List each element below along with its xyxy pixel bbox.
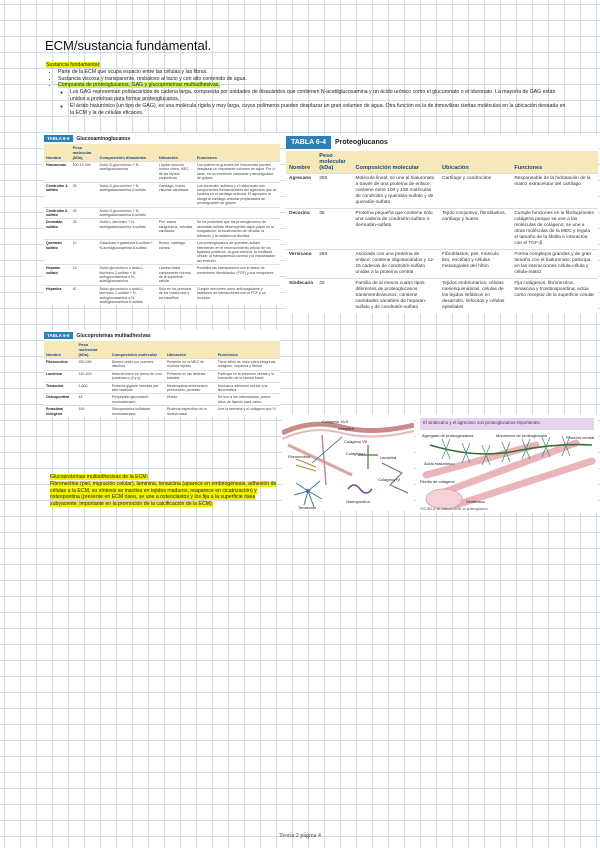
table-header-cell: Ubicación: [157, 144, 195, 162]
figure-caption: FIGURA 6-16. Estructura de un proteoglucano.: [420, 507, 489, 511]
table-cell: Heterotrímero en forma de cruz (cadenas α, β y γ): [110, 370, 165, 382]
table-cell: Dímero unido por puentes disulfuro: [110, 359, 165, 371]
table-cell: 25: [71, 207, 98, 219]
table-cell: Cumple funciones en la fibrilogénesis colágena porque se une a las moléculas de colágeno; se une a otras moléculas de la MEC y regula el tamaño de la fibrilla e interactúa con el TGF-β: [511, 209, 598, 250]
table-cell: Fibronectina: [44, 359, 76, 371]
figure-label: Osteopontina: [346, 499, 370, 504]
table-cell: Cumple funciones como anticoagulante y facilitador de interacciones con el FGF y su receptor: [195, 285, 280, 305]
note-heading: Glucoproteínas multiadhesivas de la ECM:: [50, 474, 149, 480]
table-cell: Participa en la adhesión celular y la formación de la lámina basal: [216, 370, 280, 382]
table-cell: Condroitín 4-sulfato: [44, 182, 71, 207]
table-cell: Hueso, cartílago, córnea: [157, 240, 195, 265]
table-tag: TABLA 6-4: [286, 136, 331, 149]
table-header-cell: Nombre: [44, 341, 76, 359]
note-lead: Fibronectina (piel, migración celular), laminina, tenascina: [50, 480, 181, 487]
table-cell: Galactosa o galactosa 6-sulfato + N-acetilglucosamina 6-sulfato: [97, 240, 156, 265]
notes-section: [46, 62, 566, 116]
table-cell: Sólo en los gránulos de los mastocitos y los basófilos: [157, 285, 195, 305]
table-cell: Lámina basal, componente normal de la superficie celular: [157, 265, 195, 286]
table-row: [44, 406, 280, 417]
table-cell: 25: [71, 182, 98, 207]
table-cell: 38: [316, 209, 352, 250]
table-header-cell: Composición molecular: [352, 151, 439, 174]
table-cell: Los proteoglucanos de queratán-sulfato intervienen en el reconocimiento celular de los ligandos proteicos, la guía axónica, la motilidad celular, la transparencia corneal y la implantación del embrión: [195, 240, 280, 265]
table-cell: Hueso: [165, 394, 216, 406]
table-cell: 250-280: [76, 359, 109, 371]
table-cell: Asociado con una proteína de enlace; contiene oligosacáridos y 12-15 cadenas de condroitín-sulfato unidas a la proteína central: [352, 250, 439, 279]
table-cell: 10: [71, 240, 98, 265]
table-cell: Une la laminina y el colágeno tipo IV: [216, 406, 280, 417]
table-cell: Familia de al menos cuatro tipos diferentes de proteoglucanos transmembranosos; contiene cantidades variables de heparán-sulfato y de condroitín-sulfato: [352, 279, 439, 314]
table-cell: 15: [71, 265, 98, 286]
table-cell: Forma complejos grandes y de gran tamaño con el hialuronato; participa en las interacciones célula-célula y célula-matriz: [511, 250, 598, 279]
table-header-cell: Funciones: [195, 144, 280, 162]
figure-label: Laminina: [380, 455, 397, 460]
table-cell: 1.800: [76, 382, 109, 394]
figure-label: Tenascina: [298, 505, 317, 510]
table-row: [44, 207, 280, 219]
table-row: [44, 219, 280, 240]
table-cell: Fija colágenos, fibronectina, tenascina y trombospondina; actúa como receptor de la superficie celular: [511, 279, 598, 314]
table-cell: Decorina: [286, 209, 316, 250]
table-cell: Tejidos embrionarios, células mesenquimáticas, células de los tejidos linfáticos en desarrollo, linfocitos y células epiteliales: [439, 279, 511, 314]
table-cell: 100-10.000: [71, 162, 98, 183]
table-cell: Condroitín 6-sulfato: [44, 207, 71, 219]
table-cell: Ácido glucurónico o ácido L-idurónico 2-sulfato + N-sulfoglucosamina o N-acetilglucosamina 6-sulfato: [97, 285, 156, 305]
table-cell: Posibilita las interacciones con el factor de crecimiento fibroblástico (FGF) y sus receptores: [195, 265, 280, 286]
table-cell: Presente en las láminas basales: [165, 370, 216, 382]
table-row: [44, 240, 280, 265]
table-cell: Responsable de la hidratación de la matriz extracelular del cartílago: [511, 174, 598, 209]
figure-label: Agregado de proteoglucanos: [422, 433, 474, 438]
figure-label: Monómero de proteoglucano: [496, 433, 548, 438]
table-cell: Cartílago, hueso, válvulas cardíacas: [157, 182, 195, 207]
table-header-cell: Composición disacárida: [97, 144, 156, 162]
notes-heading: Sustancia fundamental:: [46, 62, 101, 68]
table-cell: 35: [71, 219, 98, 240]
table-cell: Tejido conjuntivo, fibroblastos, cartílago y hueso: [439, 209, 511, 250]
figure-label: Sindecano: [466, 499, 485, 504]
table-cell: Osteopontina: [44, 394, 76, 406]
table-cell: Versicano: [286, 250, 316, 279]
table-glucosaminoglucanos: [44, 133, 280, 305]
table-cell: 44: [76, 394, 109, 406]
list-item: ◦ El ácido hialurónico (un tipo de GAG), es una molécula rígida y muy larga, cuyos polímeros pueden desplazar un gran volumen de agua. Otra función es la de inmovilizar ciertas moléculas en la ubicación deseada en la ECM y la de células eficaces.: [70, 103, 566, 117]
table-row: [44, 394, 280, 406]
list-item: • Compuesta de proteoglucanos, GAG y glucoproteínas multiadhesivas. ◦ Los GAG representan polisacáridos de cadena larga, compuesta por unidades de disacáridos que contienen N-acetilglucosamina y un ácido urónico como el glucuronato o el iduronato. La mayoría de GAG están unidos a proteínas para formar proteoglucanos. ◦ El ácido hialurónico (un tipo de GAG), es una molécula rígida y muy larga, cuyos polímeros pueden desplazar un gran volumen de agua. Otra función es la de inmovilizar ciertas moléculas en la ubicación deseada en la ECM y la de células eficaces.: [58, 82, 566, 116]
figure-label: Colágeno I: [346, 451, 366, 456]
note-body: (aparece en embriogénesis, adhesión de células a la ECM, su síntesis se inactiva en tejidos maduros, reaparece en cicatrización) y osteopontina (presente en ECM ósea, se une a osteoclastos y los fija a la superficie ósea subyacente, importante en la promoción de la calcificación de la ECM).: [50, 480, 277, 508]
table-cell: 140-400: [76, 370, 109, 382]
table-cell: Tiene sitios de unión para integrinas, colágeno, heparina y fibrina: [216, 359, 280, 371]
figure-label: Fibronectina: [288, 454, 311, 459]
table-tag: TABLA 6-5: [44, 135, 73, 142]
figure-label: Integrina: [338, 426, 354, 431]
table-header-cell: Ubicación: [439, 151, 511, 174]
table-cell: Ácido D-glucurónico + N-acetilgalactosamina 4-sulfato: [97, 182, 156, 207]
table-cell: Ácido L-idurónico + N-acetilgalactosamina 4-sulfato: [97, 219, 156, 240]
table-cell: Fibroblastos, piel, músculo liso, encéfalo y células mesangiales del riñón: [439, 250, 511, 279]
figure-label: Colágeno VII: [344, 439, 368, 444]
table-cell: Se ha postulado que los proteoglucanos de dermatán-sulfato desempeñan algún papel en la coagulación, la cicatrización de heridas, la infección y la resistencia fibrótica: [195, 219, 280, 240]
table-row: [44, 285, 280, 305]
table-cell: [195, 207, 280, 219]
figure-label: Ácido hialurónico: [424, 461, 455, 466]
table-cell: Ácido D-glucurónico + N-acetilglucosamina: [97, 162, 156, 183]
table-header-cell: Composición molecular: [110, 341, 165, 359]
table-title: Proteoglucanos: [335, 139, 388, 146]
table-header-cell: Funciones: [511, 151, 598, 174]
table-cell: Heparán sulfato: [44, 265, 71, 286]
table-cell: Dermatán sulfato: [44, 219, 71, 240]
table-cell: Heparina: [44, 285, 71, 305]
table-title: Glucoproteínas multiadhesivas: [76, 332, 151, 339]
table-cell: 260: [316, 250, 352, 279]
table-header-cell: Funciones: [216, 341, 280, 359]
table-cell: 150: [76, 406, 109, 417]
figure-label: Proteína central: [566, 435, 595, 440]
table-title: Glucosaminoglucanos: [76, 135, 131, 142]
table-cell: Se une a los osteoclastos, posee sitios de fijación para calcio: [216, 394, 280, 406]
table-cell: Piel, vasos sanguíneos, válvulas cardíacas: [157, 219, 195, 240]
table-header-cell: Peso molecular (kDa): [76, 341, 109, 359]
figure-label: Fibrilla de colágeno: [420, 479, 455, 484]
table-cell: Proteína pequeña que contiene sólo una cadena de condroitín-sulfato o dermatán-sulfato: [352, 209, 439, 250]
table-cell: 33: [316, 279, 352, 314]
table-row: [44, 382, 280, 394]
table-proteoglucanos: [286, 134, 598, 313]
table-cell: Sindecano: [286, 279, 316, 314]
figure-label: Colágeno XVII: [322, 419, 348, 424]
table-cell: Molécula lineal; se une al hialuronato a través de una proteína de enlace; contiene entre 100 y 150 moléculas de condroitín y queratán-sulfato y de queratán-sulfato: [352, 174, 439, 209]
table-row: [44, 182, 280, 207]
table-tag: TABLA 6-6: [44, 332, 73, 339]
table-header-cell: Ubicación: [165, 341, 216, 359]
table-cell: Ácido glucurónico o ácido L-idurónico 2-sulfato + N-sulfoglucosamina o N-acetilglucosamina: [97, 265, 156, 286]
table-row: [286, 174, 598, 209]
table-cell: Cartílago y condrocitos: [439, 174, 511, 209]
table-header-cell: Nombre: [286, 151, 316, 174]
list-item: • Sustancia viscosa y transparente, resbaloso al tacto y con alto contenido de agua.: [58, 76, 566, 83]
table-row: [44, 370, 280, 382]
table-cell: Mesénquima embrionario, pericondrio, periostio: [165, 382, 216, 394]
notes-list: [46, 69, 566, 117]
table-cell: Queratán sulfato: [44, 240, 71, 265]
table-cell: Laminina: [44, 370, 76, 382]
table-cell: Proteína gigante formada por seis cadenas: [110, 382, 165, 394]
table-cell: Los polímeros grandes del hialuronato pueden desplazar un importante volumen de agua. Por lo tanto, es un excelente lubricante y amortiguador de golpes: [195, 162, 280, 183]
list-item: ◦ Los GAG representan polisacáridos de cadena larga, compuesta por unidades de disacáridos que contienen N-acetilglucosamina y un ácido urónico como el glucuronato o el iduronato. La mayoría de GAG están unidos a proteínas para formar proteoglucanos.: [70, 89, 566, 103]
table-row: [44, 162, 280, 183]
multiadhesive-note: [50, 474, 280, 508]
figure-multiadhesive-glycoproteins: [282, 415, 414, 511]
table-cell: Entactina/ nidógeno: [44, 406, 76, 417]
list-item: • Parte de la ECM que ocupa espacio entre las células y las fibras.: [58, 69, 566, 76]
table-header-cell: Peso molecular (kDa): [316, 151, 352, 174]
table-cell: Polipéptido glucosilado monocatenario: [110, 394, 165, 406]
table-cell: 40: [71, 285, 98, 305]
table-cell: Agrecano: [286, 174, 316, 209]
table-cell: Hialuronato: [44, 162, 71, 183]
table-header-cell: Nombre: [44, 144, 71, 162]
table-cell: Modula la adhesión celular a la fibronectina: [216, 382, 280, 394]
table-cell: Glucoproteína sulfatada monocatenaria: [110, 406, 165, 417]
table-glucoproteinas: [44, 330, 280, 417]
table-header-cell: Peso molecular (kDa): [71, 144, 98, 162]
table-row: [44, 359, 280, 371]
figure-note: El sindecano y el agrecano son proteoglucanos importantes.: [420, 418, 594, 430]
figure-proteoglycan-structure: [416, 415, 598, 513]
table-cell: Proteína específica de la lámina basal: [165, 406, 216, 417]
table-cell: 250: [316, 174, 352, 209]
table-row: [44, 265, 280, 286]
table-cell: Los condroitín-sulfatos y el hialuronato son componentes fundamentales del agrecano que se localiza en el cartílago articular. El agrecano le otorga al cartílago articular propiedades de amortiguación de golpes: [195, 182, 280, 207]
table-row: [286, 209, 598, 250]
table-cell: Presente en la MEC de muchos tejidos: [165, 359, 216, 371]
table-row: [286, 250, 598, 279]
table-cell: Ácido D-glucurónico + N-acetilgalactosamina 6-sulfato: [97, 207, 156, 219]
table-row: [286, 279, 598, 314]
table-cell: [157, 207, 195, 219]
table-cell: Tenascina: [44, 382, 76, 394]
page-title: ECM/sustancia fundamental.: [45, 38, 212, 53]
figure-label: Colágeno IV: [378, 477, 401, 482]
page-footer: Teoría 2 página 4: [279, 833, 321, 839]
table-cell: Líquido sinovial, humor vítreo, MEC de los tejidos conjuntivos: [157, 162, 195, 183]
